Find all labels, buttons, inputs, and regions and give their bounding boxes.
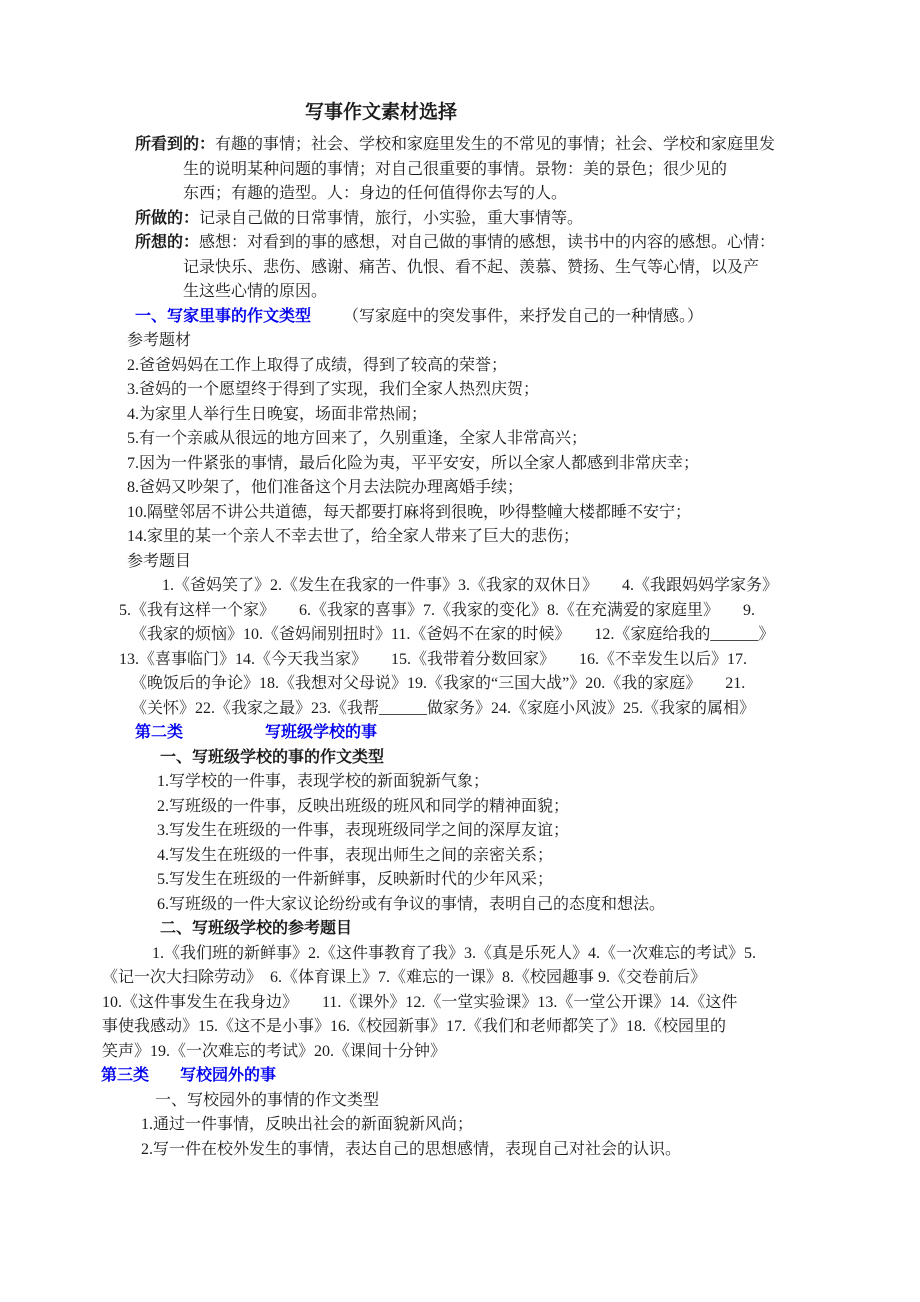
think-text-1: 感想：对看到的事的感想，对自己做的事情的感想，读书中的内容的感想。心情：	[199, 234, 776, 251]
section1-heading-line	[0, 305, 920, 330]
material-item-line: 2.爸爸妈妈在工作上取得了成绩，得到了较高的荣誉；	[127, 356, 508, 374]
type-item-line: 3.写发生在班级的一件事，表现班级同学之间的深厚友谊；	[157, 822, 570, 839]
think-label: 所想的：	[135, 234, 200, 251]
title-list-line: 10.《这件事发生在我身边》 11.《课外》12.《一堂实验课》13.《一堂公开课》14.《这件	[102, 993, 738, 1011]
type-item-line: 4.写发生在班级的一件事，表现出师生之间的亲密关系；	[157, 846, 554, 864]
section1-heading: 一、写家里事的作文类型	[135, 307, 312, 325]
type-item-line: 1.通过一件事情，反映出社会的新面貌新风尚；	[141, 1116, 474, 1133]
section2-subheading-2: 二、写班级学校的参考题目	[160, 920, 353, 937]
material-item-line: 3.爸妈的一个愿望终于得到了实现，我们全家人热烈庆贺；	[127, 381, 540, 398]
title-list-line: 《关怀》22.《我家之最》23.《我帮______做家务》24.《家庭小风波》25.《我家的属相》	[131, 699, 756, 717]
para-seen-line-1	[0, 133, 920, 158]
material-item-line: 7.因为一件紧张的事情，最后化险为夷，平平安安，所以全家人都感到非常庆幸；	[127, 454, 700, 472]
type-item-line: 5.写发生在班级的一件新鲜事，反映新时代的少年风采；	[157, 871, 554, 888]
seen-text-1: 有趣的事情；社会、学校和家庭里发生的不常见的事情；社会、学校和家庭里发	[215, 136, 776, 153]
seen-label: 所看到的：	[135, 136, 216, 153]
title-list-line: 1.《爸妈笑了》2.《发生在我家的一件事》3.《我家的双休日》 4.《我跟妈妈学家务》	[162, 577, 779, 594]
done-label: 所做的：	[135, 209, 200, 227]
title-list-line: 《我家的烦恼》10.《爸妈闹别扭时》11.《爸妈不在家的时候》 12.《家庭给我的______》	[131, 626, 775, 643]
titles-label: 参考题目	[127, 552, 192, 570]
type-item-line: 2.写班级的一件事，反映出班级的班风和同学的精神面貌；	[157, 797, 570, 815]
para-done-line-1	[0, 207, 920, 232]
title-list-line: 《晚饭后的争论》18.《我想对父母说》19.《我家的“三国大战”》20.《我的家庭》 21.	[131, 675, 746, 692]
type-item-line: 1.写学校的一件事，表现学校的新面貌新气象；	[157, 773, 490, 790]
type-item-line: 2.写一件在校外发生的事情，表达自己的思想感情，表现自己对社会的认识。	[141, 1140, 682, 1158]
material-item-line: 10.隔壁邻居不讲公共道德，每天都要打麻将到很晚，吵得整幢大楼都睡不安宁；	[127, 503, 692, 521]
para-seen-line-3: 东西；有趣的造型。人：身边的任何值得你去写的人。	[183, 185, 568, 202]
section2-heading-line	[0, 721, 920, 746]
type-item-line: 6.写班级的一件大家议论纷纷或有争议的事情，表明自己的态度和想法。	[157, 895, 666, 913]
section2-number: 第二类	[135, 724, 184, 741]
material-item-line: 4.为家里人举行生日晚宴，场面非常热闹；	[127, 405, 428, 423]
materials-label: 参考题材	[127, 332, 192, 349]
title-list-line: 1.《我们班的新鲜事》2.《这件事教育了我》3.《真是乐死人》4.《一次难忘的考试》5.	[152, 944, 757, 962]
section3-title: 写校园外的事	[180, 1067, 277, 1084]
material-item-line: 8.爸妈又吵架了，他们准备这个月去法院办理离婚手续；	[127, 479, 524, 496]
para-think-line-1	[0, 231, 920, 256]
section2-title: 写班级学校的事	[265, 724, 378, 741]
para-seen-line-2: 生的说明某种问题的事情；对自己很重要的事情。景物：美的景色；很少见的	[183, 160, 728, 178]
doc-title: 写事作文素材选择	[305, 102, 458, 123]
material-item-line: 5.有一个亲戚从很远的地方回来了，久别重逢，全家人非常高兴；	[127, 430, 588, 447]
title-list-line: 13.《喜事临门》14.《今天我当家》 15.《我带着分数回家》 16.《不幸发生以后》17.	[119, 650, 748, 668]
section3-subheading-1: 一、写校园外的事情的作文类型	[155, 1091, 380, 1109]
section1-heading-note: （写家庭中的突发事件，来抒发自己的一种情感。）	[343, 307, 704, 325]
section3-heading-line	[0, 1064, 920, 1089]
done-text-1: 记录自己做的日常事情，旅行，小实验，重大事情等。	[199, 209, 584, 227]
title-list-line: 5.《我有这样一个家》 6.《我家的喜事》7.《我家的变化》8.《在充满爱的家庭里》 9.	[119, 601, 756, 619]
section3-number: 第三类	[101, 1067, 150, 1084]
section2-subheading-1: 一、写班级学校的事的作文类型	[160, 748, 385, 766]
title-list-line: 《记一次大扫除劳动》 6.《体育课上》7.《难忘的一课》8.《校园趣事 9.《交卷前后》	[102, 969, 707, 986]
material-item-line: 14.家里的某一个亲人不幸去世了，给全家人带来了巨大的悲伤；	[127, 528, 580, 545]
para-think-line-2: 记录快乐、悲伤、感谢、痛苦、仇恨、看不起、羡慕、赞扬、生气等心情，以及产	[183, 258, 760, 276]
title-list-line: 笑声》19.《一次难忘的考试》20.《课间十分钟》	[102, 1042, 447, 1060]
para-think-line-3: 生这些心情的原因。	[183, 283, 328, 300]
title-list-line: 事使我感动》15.《这不是小事》16.《校园新事》17.《我们和老师都笑了》18.《校园里的	[102, 1018, 727, 1035]
